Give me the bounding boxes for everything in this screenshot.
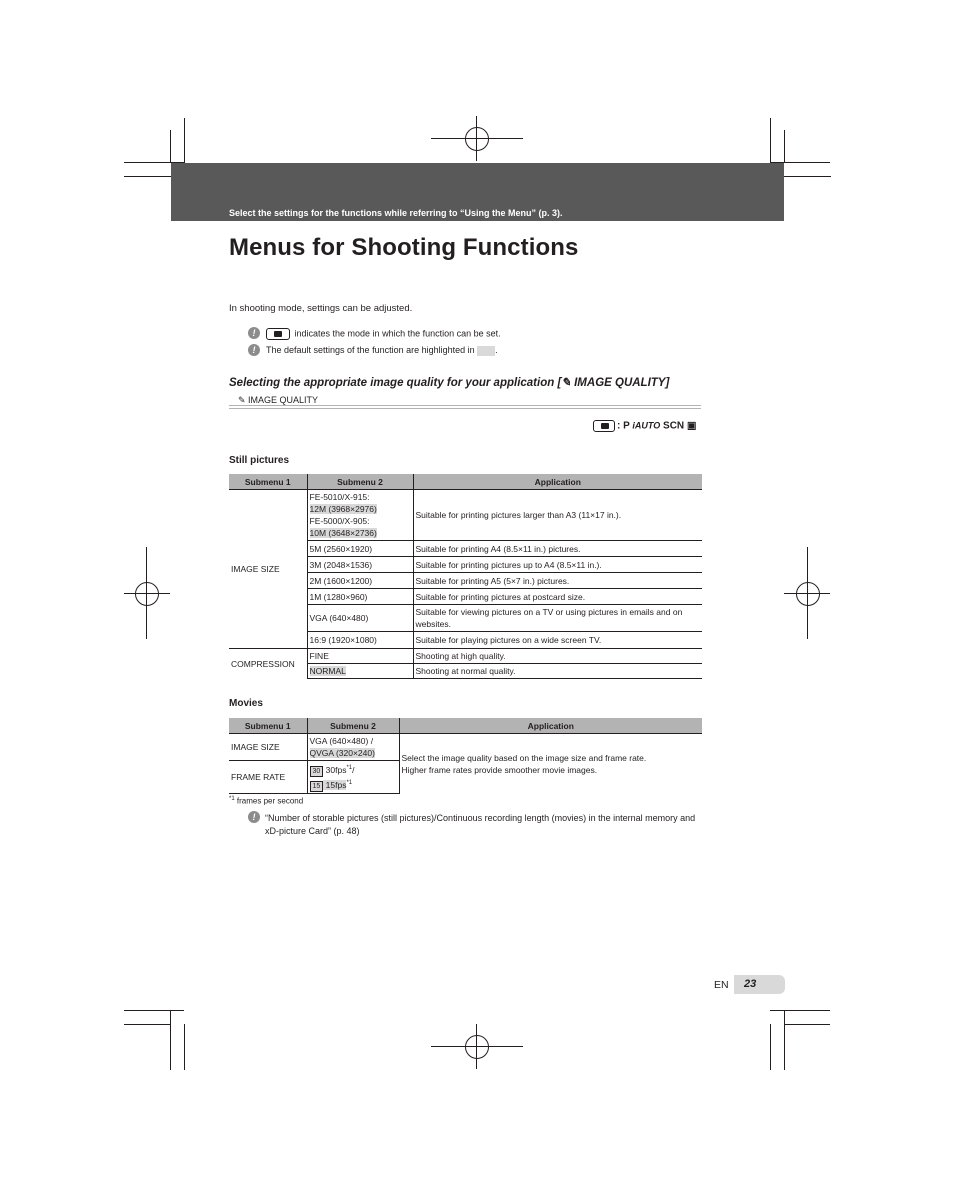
- highlight-swatch: [477, 346, 495, 356]
- note-default: The default settings of the function are highlighted in .: [266, 345, 498, 355]
- cell-submenu1: COMPRESSION: [229, 649, 307, 679]
- column-header: Submenu 1: [229, 474, 307, 490]
- cell-application: Shooting at high quality.: [413, 649, 702, 664]
- intro-text: In shooting mode, settings can be adjusted.: [229, 303, 413, 314]
- cell-application: Suitable for printing A4 (8.5×11 in.) pictures.: [413, 541, 702, 557]
- camera-icon: [593, 420, 615, 432]
- cell-submenu1: IMAGE SIZE: [229, 490, 307, 649]
- cell-application: Select the image quality based on the image size and frame rate. Higher frame rates provide smoother movie images.: [399, 734, 702, 794]
- page-title: Menus for Shooting Functions: [229, 234, 579, 261]
- column-header: Submenu 2: [307, 474, 413, 490]
- table-row: [229, 649, 702, 664]
- cell-submenu2: FE-5010/X-915: 12M (3968×2976) FE-5000/X-905: 10M (3648×2736): [307, 490, 413, 541]
- cell-application: Suitable for viewing pictures on a TV or using pictures in emails and on websites.: [413, 605, 702, 632]
- column-header: Submenu 1: [229, 718, 307, 734]
- cell-submenu2: VGA (640×480) / QVGA (320×240): [307, 734, 399, 761]
- cell-submenu2: NORMAL: [307, 664, 413, 679]
- table-row: [229, 490, 702, 541]
- page-number-box: [734, 975, 785, 994]
- cell-submenu1: FRAME RATE: [229, 761, 307, 794]
- note-icon: !: [248, 344, 260, 356]
- cell-submenu2: 1M (1280×960): [307, 589, 413, 605]
- language-label: EN: [714, 979, 729, 991]
- cell-application: Suitable for printing pictures at postcard size.: [413, 589, 702, 605]
- end-note: “Number of storable pictures (still pictures)/Continuous recording length (movies) in the internal memory and xD-picture Card” (p. 48): [265, 813, 696, 836]
- fps30-icon: 30: [310, 766, 324, 777]
- column-header: Application: [413, 474, 702, 490]
- cell-submenu2: 5M (2560×1920): [307, 541, 413, 557]
- note-mode: indicates the mode in which the function can be set.: [266, 328, 501, 340]
- menu-path: ✎ IMAGE QUALITY: [238, 395, 319, 405]
- column-header: Submenu 2: [307, 718, 399, 734]
- cell-submenu2: 3M (2048×1536): [307, 557, 413, 573]
- page-number: 23: [744, 978, 757, 990]
- divider: [229, 405, 701, 406]
- menu-tab-icon: ✎: [561, 377, 571, 389]
- movies-table: [229, 718, 702, 794]
- cell-submenu2: 16:9 (1920×1080): [307, 632, 413, 649]
- header-instruction: Select the settings for the functions while referring to “Using the Menu” (p. 3).: [229, 208, 563, 218]
- available-modes: : P iAUTO SCN ▣: [593, 420, 696, 432]
- still-pictures-heading: Still pictures: [229, 455, 290, 466]
- cell-submenu2: 2M (1600×1200): [307, 573, 413, 589]
- camera-icon: [266, 328, 290, 340]
- cell-submenu2: FINE: [307, 649, 413, 664]
- cell-submenu1: IMAGE SIZE: [229, 734, 307, 761]
- note-icon: !: [248, 811, 260, 823]
- cell-submenu2: 30 30fps$^{*1}$/ 15 15fps$^{*1}$: [307, 761, 399, 794]
- fps15-icon: 15: [310, 781, 324, 792]
- section-title: Selecting the appropriate image quality for your application [✎ IMAGE QUALITY]: [229, 377, 670, 389]
- column-header: Application: [399, 718, 702, 734]
- menu-tab-icon: ✎: [238, 395, 246, 405]
- movie-icon: ▣: [686, 420, 697, 432]
- cell-submenu2: VGA (640×480): [307, 605, 413, 632]
- note-icon: !: [248, 327, 260, 339]
- table-row: [229, 734, 702, 761]
- cell-application: Suitable for printing pictures up to A4 (8.5×11 in.).: [413, 557, 702, 573]
- cell-application: Suitable for printing A5 (5×7 in.) pictures.: [413, 573, 702, 589]
- divider: [229, 408, 701, 409]
- cell-application: Suitable for printing pictures larger than A3 (11×17 in.).: [413, 490, 702, 541]
- cell-application: Suitable for playing pictures on a wide screen TV.: [413, 632, 702, 649]
- footnote: $^{*1}$ frames per second: [229, 796, 304, 806]
- movies-heading: Movies: [229, 698, 263, 709]
- still-pictures-table: [229, 474, 702, 679]
- cell-application: Shooting at normal quality.: [413, 664, 702, 679]
